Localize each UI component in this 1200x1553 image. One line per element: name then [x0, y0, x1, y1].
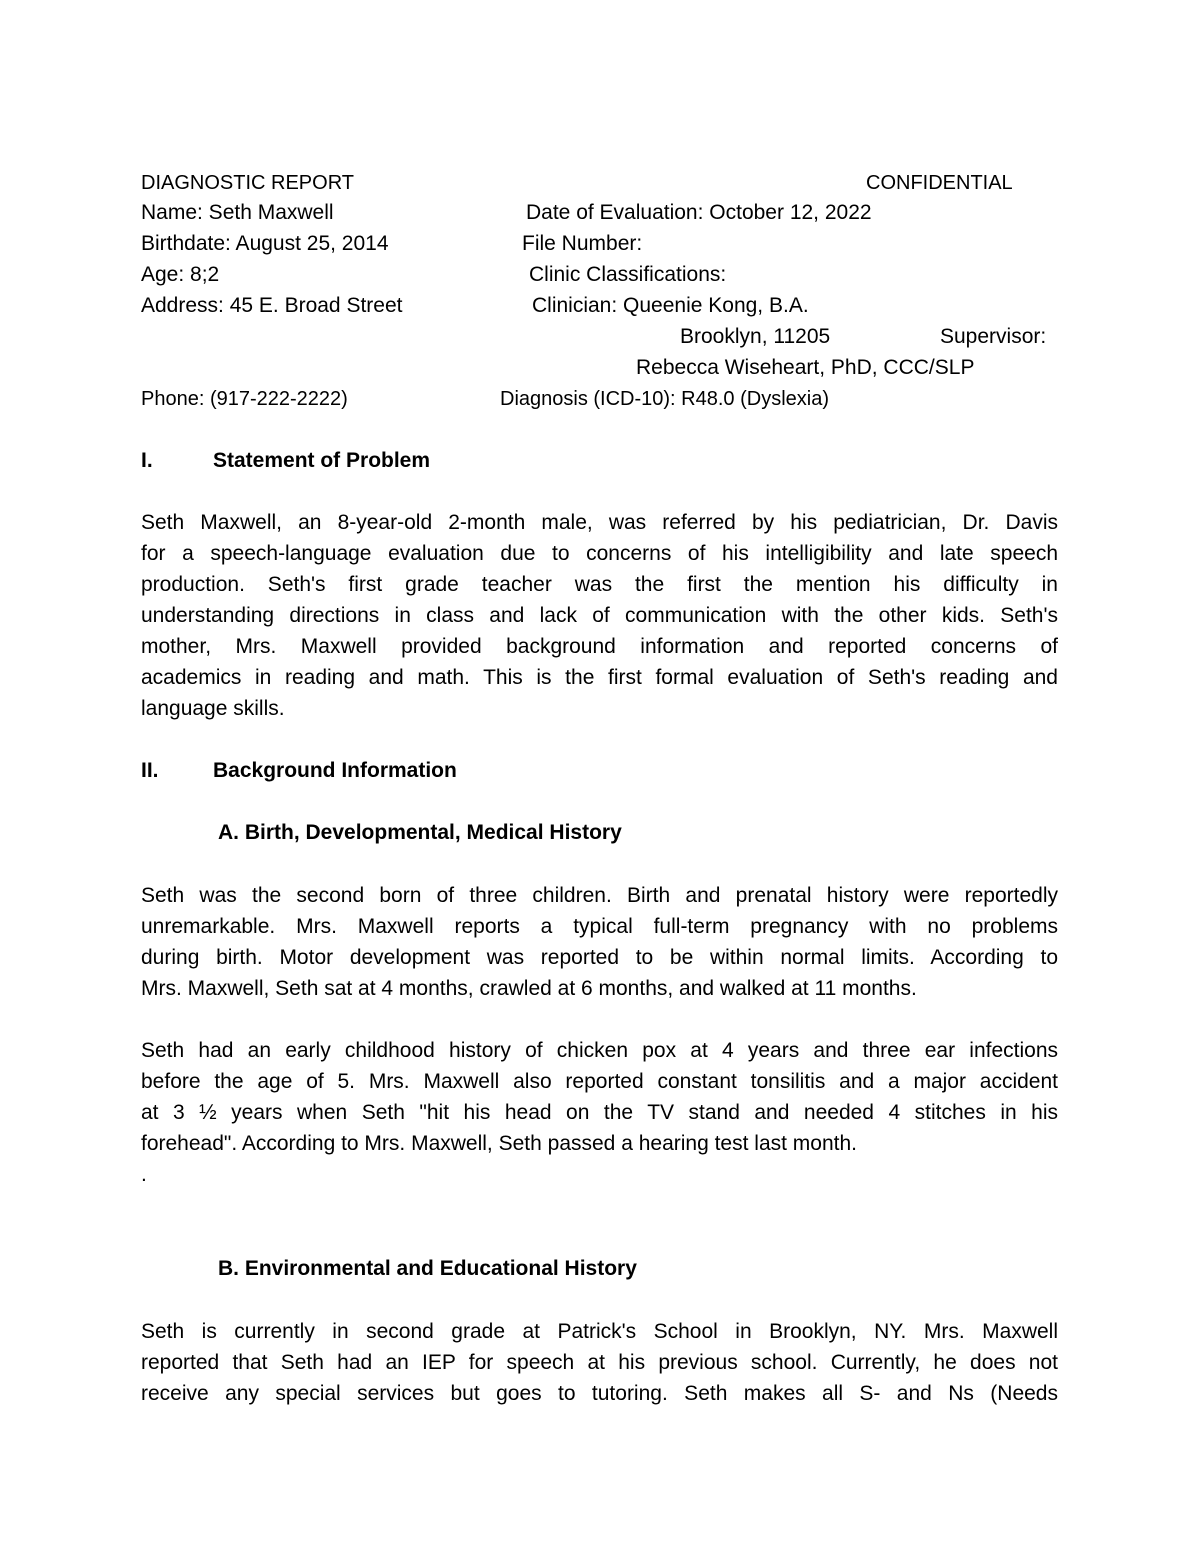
- paragraph-line: Seth was the second born of three children. Birth and prenatal history were reportedly: [141, 884, 1058, 907]
- medical-history-paragraph: [141, 1035, 1058, 1159]
- section-2-number: II.: [141, 759, 159, 782]
- paragraph-line: production. Seth's first grade teacher was the first the mention his difficulty in: [141, 573, 1058, 596]
- supervisor-label: Supervisor:: [940, 325, 1047, 348]
- address-city: Brooklyn, 11205: [680, 325, 831, 348]
- confidential-label: CONFIDENTIAL: [866, 172, 1013, 194]
- section-1-title: Statement of Problem: [213, 449, 431, 472]
- paragraph-line: reported that Seth had an IEP for speech at his previous school. Currently, he does not: [141, 1351, 1058, 1374]
- client-birthdate: Birthdate: August 25, 2014: [141, 232, 389, 255]
- paragraph-line: language skills.: [141, 697, 285, 720]
- paragraph-line: Seth Maxwell, an 8-year-old 2-month male, was referred by his pediatrician, Dr. Davis: [141, 511, 1058, 534]
- stray-period: .: [141, 1163, 147, 1186]
- section-1-number: I.: [141, 449, 153, 472]
- client-address: Address: 45 E. Broad Street: [141, 294, 403, 317]
- paragraph-line: mother, Mrs. Maxwell provided background information and reported concerns of: [141, 635, 1058, 658]
- paragraph-line: receive any special services but goes to tutoring. Seth makes all S- and Ns (Needs: [141, 1382, 1058, 1405]
- paragraph-line: during birth. Motor development was reported to be within normal limits. According to: [141, 946, 1058, 969]
- report-title: DIAGNOSTIC REPORT: [141, 172, 354, 194]
- diagnosis: Diagnosis (ICD-10): R48.0 (Dyslexia): [500, 388, 829, 410]
- paragraph-line: understanding directions in class and lack of communication with the other kids. Seth's: [141, 604, 1058, 627]
- paragraph-line: academics in reading and math. This is the first formal evaluation of Seth's reading and: [141, 666, 1058, 689]
- evaluation-date: Date of Evaluation: October 12, 2022: [526, 201, 872, 224]
- paragraph-line: Seth is currently in second grade at Patrick's School in Brooklyn, NY. Mrs. Maxwell: [141, 1320, 1058, 1343]
- birth-history-paragraph: [141, 880, 1058, 1004]
- education-paragraph: [141, 1316, 1058, 1409]
- client-name: Name: Seth Maxwell: [141, 201, 334, 224]
- statement-paragraph: [141, 507, 1058, 724]
- paragraph-line: for a speech-language evaluation due to concerns of his intelligibility and late speech: [141, 542, 1058, 565]
- client-phone: Phone: (917-222-2222): [141, 388, 348, 410]
- section-2-title: Background Information: [213, 759, 457, 782]
- paragraph-line: unremarkable. Mrs. Maxwell reports a typical full-term pregnancy with no problems: [141, 915, 1058, 938]
- paragraph-line: Mrs. Maxwell, Seth sat at 4 months, crawled at 6 months, and walked at 11 months.: [141, 977, 917, 1000]
- file-number: File Number:: [522, 232, 643, 255]
- paragraph-line: forehead". According to Mrs. Maxwell, Seth passed a hearing test last month.: [141, 1132, 857, 1155]
- paragraph-line: Seth had an early childhood history of chicken pox at 4 years and three ear infections: [141, 1039, 1058, 1062]
- subsection-b-title: B. Environmental and Educational History: [218, 1257, 637, 1280]
- supervisor-name: Rebecca Wiseheart, PhD, CCC/SLP: [636, 356, 975, 379]
- client-age: Age: 8;2: [141, 263, 220, 286]
- clinician: Clinician: Queenie Kong, B.A.: [532, 294, 809, 317]
- clinic-classifications: Clinic Classifications:: [529, 263, 727, 286]
- subsection-a-title: A. Birth, Developmental, Medical History: [218, 821, 622, 844]
- paragraph-line: before the age of 5. Mrs. Maxwell also reported constant tonsilitis and a major accident: [141, 1070, 1058, 1093]
- paragraph-line: at 3 ½ years when Seth "hit his head on the TV stand and needed 4 stitches in his: [141, 1101, 1058, 1124]
